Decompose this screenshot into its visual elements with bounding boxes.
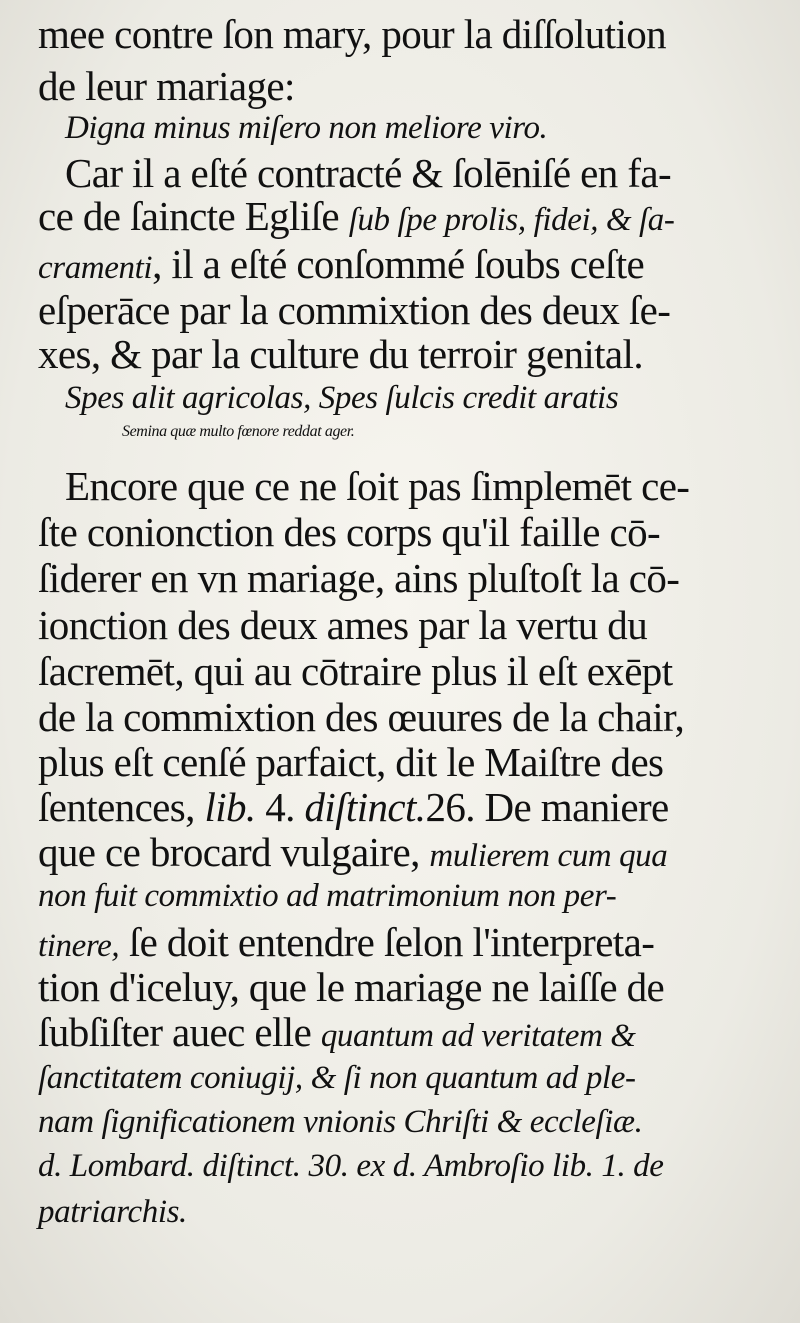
text-segment-italic: cramenti <box>38 250 153 286</box>
text-line <box>38 1196 758 1229</box>
text-segment: ionction des deux ames par la vertu du <box>38 602 648 648</box>
text-line <box>38 1062 758 1095</box>
text-segment: ſubſiſter auec elle <box>38 1009 321 1055</box>
text-line <box>38 287 758 333</box>
verse-line <box>65 382 785 415</box>
text-segment-italic: mulierem cum qua <box>429 838 668 874</box>
text-segment-italic: quantum ad veritatem & <box>320 1018 636 1054</box>
text-segment: que ce brocard vulgaire, <box>38 829 430 875</box>
text-line <box>38 555 758 601</box>
text-segment: mee contre ſon mary, pour la diſſolution <box>38 11 667 57</box>
text-line <box>38 193 758 239</box>
text-segment-italic: d. Lombard. diſtinct. 30. ex d. Ambroſio lib. 1. de <box>38 1148 664 1184</box>
text-segment: ſentences, <box>38 784 205 830</box>
text-segment: tion d'iceluy, que le mariage ne laiſſe de <box>38 964 665 1010</box>
text-line <box>38 1106 758 1139</box>
text-segment: de leur mariage: <box>38 63 295 109</box>
text-line <box>38 241 758 287</box>
text-segment: Encore que ce ne ſoit pas ſimplemēt ce- <box>65 463 690 509</box>
text-segment: ſe doit entendre ſelon l'interpreta- <box>119 919 655 965</box>
text-line <box>38 964 758 1010</box>
text-segment: 4. <box>255 784 305 830</box>
text-segment: ſacremēt, qui au cōtraire plus il eſt exēpt <box>38 648 673 694</box>
text-segment-italic: tinere, <box>38 928 120 964</box>
text-segment: 26. De maniere <box>425 784 669 830</box>
text-line <box>65 463 785 509</box>
text-line <box>38 1009 758 1055</box>
text-line <box>38 602 758 648</box>
text-segment: ſte conionction des corps qu'il faille cō- <box>38 509 661 555</box>
text-segment-italic: ſanctitatem coniugij, & ſi non quantum ad ple- <box>38 1060 636 1096</box>
text-line <box>38 694 758 740</box>
text-line <box>38 63 758 109</box>
text-segment: xes, & par la culture du terroir genital. <box>38 331 643 377</box>
text-line <box>38 784 758 830</box>
text-line <box>38 331 758 377</box>
text-line <box>38 880 758 913</box>
verse-line <box>122 424 800 440</box>
verse-line <box>65 112 785 145</box>
text-line <box>38 11 758 57</box>
text-line <box>38 919 758 965</box>
text-segment-italic: patriarchis. <box>38 1194 187 1230</box>
text-line <box>38 509 758 555</box>
text-segment: Digna minus miſero non meliore viro. <box>65 110 548 146</box>
text-segment: Car il a eſté contracté & ſolēniſé en fa- <box>65 150 672 196</box>
text-segment: de la commixtion des œuures de la chair, <box>38 694 685 740</box>
text-segment-italic: lib. <box>204 784 256 830</box>
text-line <box>38 648 758 694</box>
text-segment: ſiderer en vn mariage, ains pluſtoſt la cō- <box>38 555 680 601</box>
text-segment-italic: diſtinct. <box>304 784 426 830</box>
text-segment-italic: ſub ſpe prolis, fidei, & ſa- <box>348 202 675 238</box>
text-segment: Semina quæ multo fœnore reddat ager. <box>122 423 355 440</box>
text-segment: ce de ſaincte Egliſe <box>38 193 349 239</box>
text-line <box>38 739 758 785</box>
text-segment-italic: non fuit commixtio ad matrimonium non per- <box>38 878 617 914</box>
text-segment: plus eſt cenſé parfaict, dit le Maiſtre des <box>38 739 664 785</box>
text-line <box>65 150 785 196</box>
text-line <box>38 829 758 875</box>
text-segment: , il a eſté conſommé ſoubs ceſte <box>152 241 645 287</box>
text-segment: Spes alit agricolas, Spes ſulcis credit aratis <box>65 380 619 416</box>
text-line <box>38 1150 758 1183</box>
text-segment: eſperāce par la commixtion des deux ſe- <box>38 287 671 333</box>
text-segment-italic: nam ſignificationem vnionis Chriſti & eccleſiæ. <box>38 1104 643 1140</box>
